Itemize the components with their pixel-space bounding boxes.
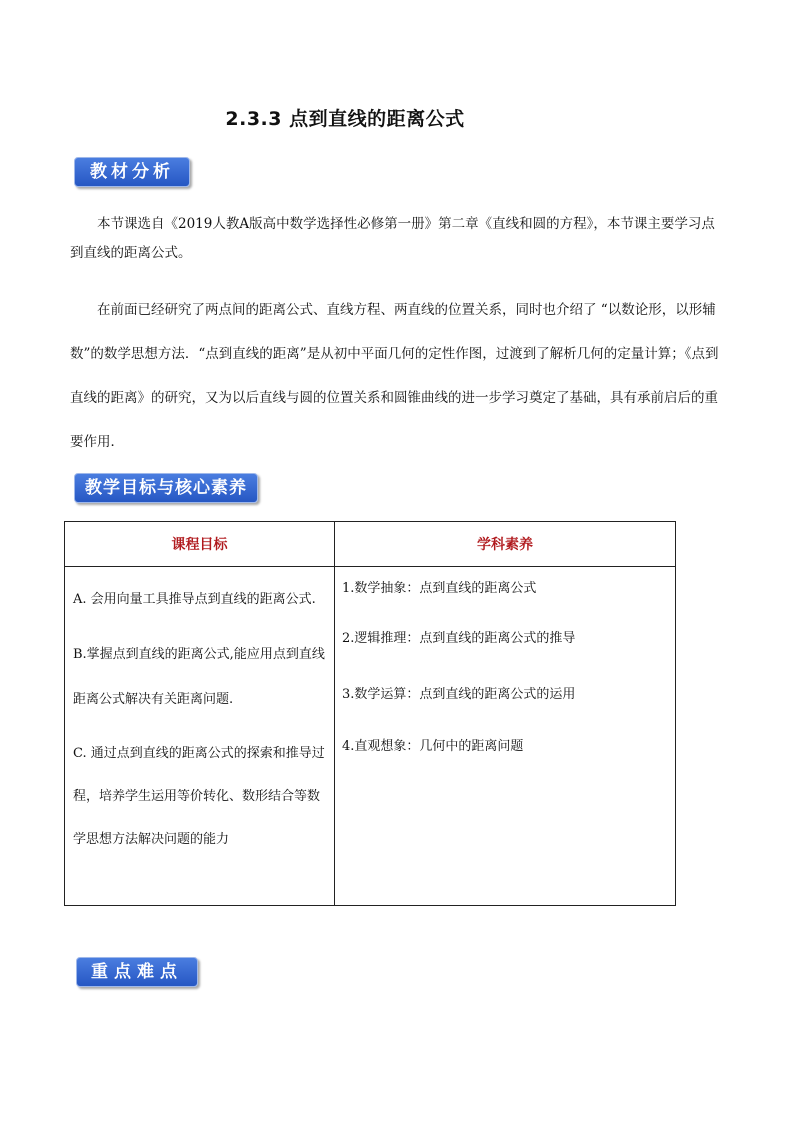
course-goal-a: A. 会用向量工具推导点到直线的距离公式. [73, 592, 316, 607]
section-badge-key-points: 重点难点 [76, 957, 198, 987]
course-goals-header: 课程目标 [65, 522, 335, 567]
literacy-item: 2.逻辑推理：点到直线的距离公式的推导 [342, 631, 576, 646]
section-badge-analysis: 教材分析 [74, 157, 190, 187]
intro-paragraph: 本节课选自《2019人教A版高中数学选择性必修第一册》第二章《直线和圆的方程》，本节课主要学习点到直线的距离公式。 [70, 216, 715, 261]
literacy-item: 4.直观想象：几何中的距离问题 [342, 739, 524, 754]
course-goal-c: C. 通过点到直线的距离公式的探索和推导过程，培养学生运用等价转化、数形结合等数学思想方法解决问题的能力 [73, 746, 325, 847]
literacy-cell [335, 567, 676, 906]
course-goals-cell [65, 567, 335, 906]
table-row [65, 567, 676, 906]
literacy-header: 学科素养 [335, 522, 676, 567]
background-paragraph: 在前面已经研究了两点间的距离公式、直线方程、两直线的位置关系，同时也介绍了 “以数论形，以形辅数”的数学思想方法．“点到直线的距离”是从初中平面几何的定性作图，过渡到了解析几何的定量计算；《点到直线的距离》的研究，又为以后直线与圆的位置关系和圆锥曲线的进一步学习奠定了基础，具有承前启后的重要作用． [70, 302, 719, 450]
table-header-row [65, 522, 676, 567]
goals-table [64, 521, 676, 906]
literacy-item: 1.数学抽象：点到直线的距离公式 [342, 581, 537, 596]
section-badge-goals: 教学目标与核心素养 [74, 473, 258, 503]
course-goal-b: B.掌握点到直线的距离公式,能应用点到直线距离公式解决有关距离问题. [73, 647, 325, 707]
literacy-item: 3.数学运算：点到直线的距离公式的运用 [342, 687, 576, 702]
page-title: 2.3.3 点到直线的距离公式 [225, 108, 465, 130]
